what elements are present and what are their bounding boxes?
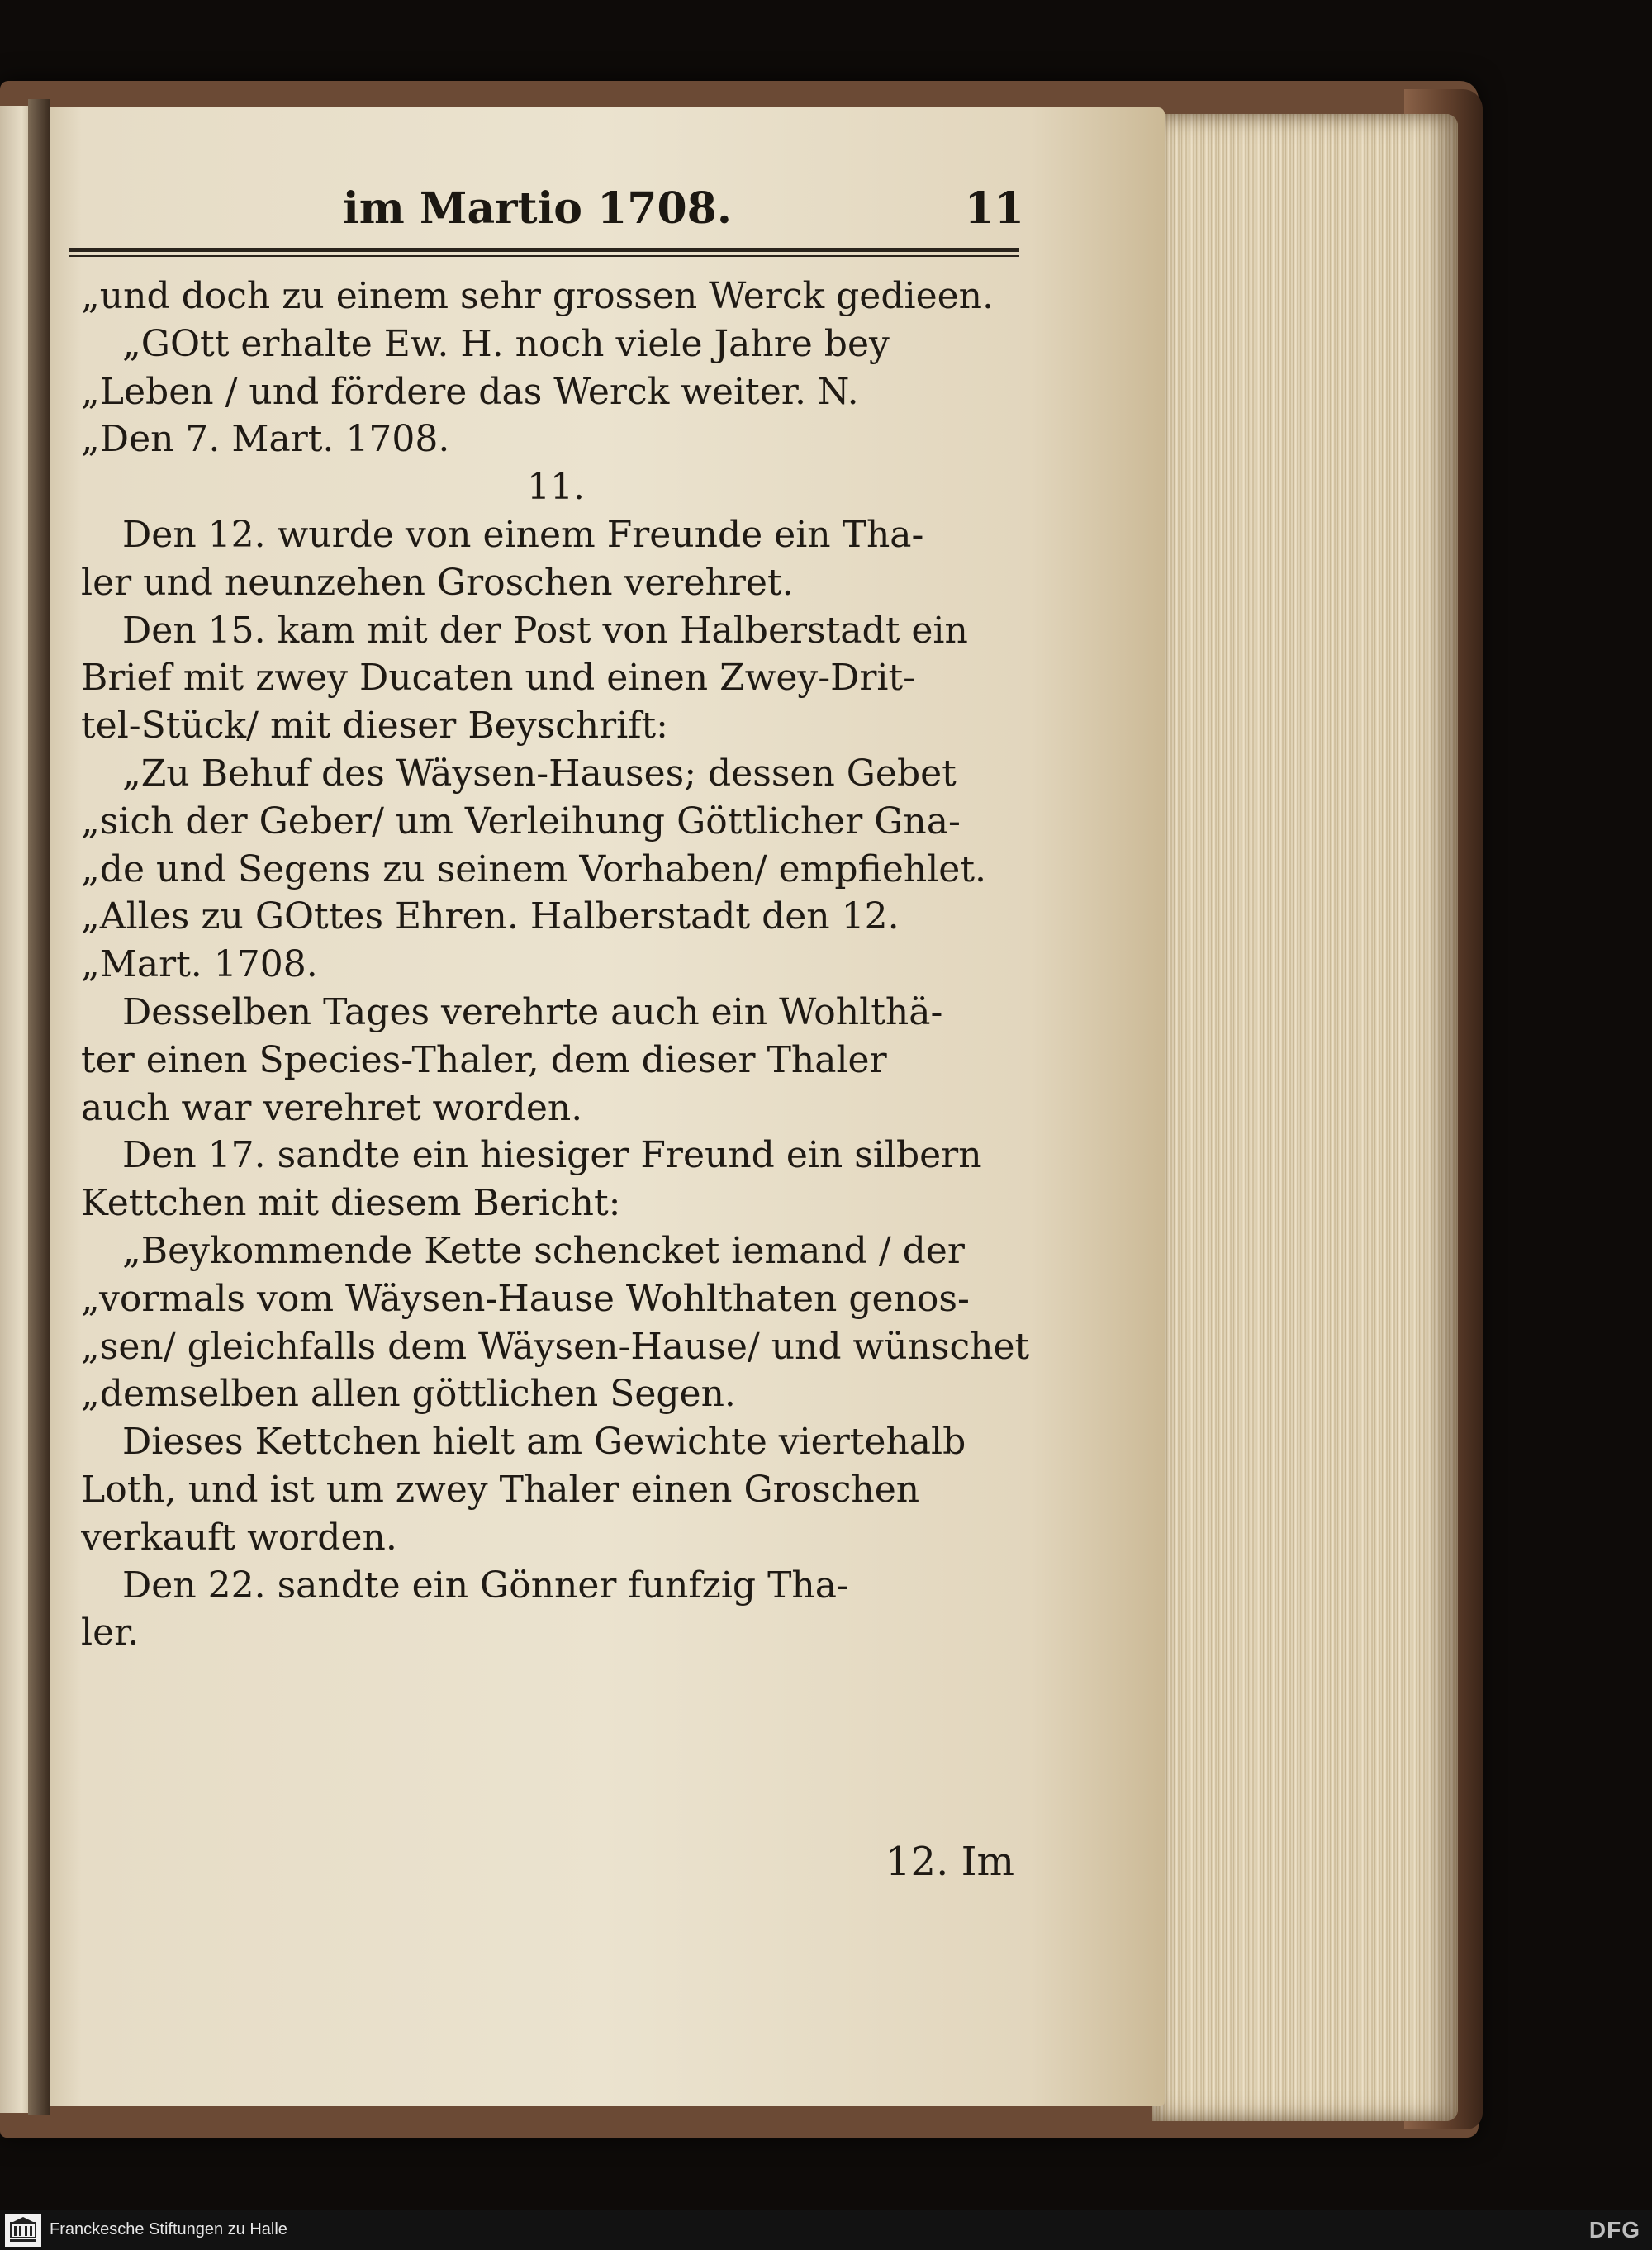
text-line: „Zu Behuf des Wäysen-Hauses; dessen Gebet — [122, 752, 957, 795]
text-line: Brief mit zwey Ducaten und einen Zwey-Drit- — [81, 657, 916, 700]
text-line: Den 15. kam mit der Post von Halberstadt ein — [122, 609, 968, 652]
text-line: ler. — [81, 1612, 140, 1654]
text-line: Kettchen mit diesem Bericht: — [81, 1182, 621, 1225]
text-line: „sen/ gleichfalls dem Wäysen-Hause/ und wünschet — [81, 1325, 1030, 1368]
text-line: „de und Segens zu seinem Vorhaben/ empfiehlet. — [81, 847, 987, 890]
page-block-edges — [1152, 114, 1458, 2121]
text-line: „Beykommende Kette schencket iemand / der — [122, 1229, 965, 1272]
text-line: Desselben Tages verehrte auch ein Wohlthä- — [122, 990, 943, 1033]
text-line: Den 17. sandte ein hiesiger Freund ein silbern — [122, 1134, 982, 1177]
text-line: „und doch zu einem sehr grossen Werck gedieen. — [81, 275, 994, 317]
text-line: Dieses Kettchen hielt am Gewichte viertehalb — [122, 1421, 966, 1464]
text-line: „sich der Geber/ um Verleihung Göttlicher Gna- — [81, 800, 961, 843]
text-line: tel-Stück/ mit dieser Beyschrift: — [81, 705, 669, 748]
text-line: auch war verehret worden. — [81, 1086, 583, 1129]
text-line: „vormals vom Wäysen-Hause Wohlthaten genos- — [81, 1277, 970, 1320]
page-number: 11 — [964, 183, 1024, 234]
text-line: Den 12. wurde von einem Freunde ein Tha- — [122, 513, 924, 556]
text-line: „demselben allen göttlichen Segen. — [81, 1373, 736, 1416]
text-line: verkauft worden. — [81, 1516, 397, 1559]
text-line: „Den 7. Mart. 1708. — [81, 418, 450, 461]
text-line: „Leben / und fördere das Werck weiter. N. — [81, 370, 859, 413]
text-line: Loth, und ist um zwey Thaler einen Groschen — [81, 1468, 920, 1511]
text-line: „Mart. 1708. — [81, 943, 318, 986]
institution-logo-icon — [8, 2216, 38, 2244]
running-head: im Martio 1708. — [343, 183, 732, 234]
dfg-logo: DFG — [1588, 2217, 1640, 2243]
text-line: „Alles zu GOttes Ehren. Halberstadt den 12. — [81, 895, 900, 938]
catchword: 12. Im — [885, 1839, 1015, 1885]
institution-logo — [5, 2214, 41, 2247]
page-gutter — [28, 99, 50, 2115]
header-rule — [69, 248, 1019, 257]
text-line: ler und neunzehen Groschen verehret. — [81, 561, 794, 604]
institution-name: Franckesche Stiftungen zu Halle — [50, 2220, 287, 2238]
page-text — [81, 273, 1031, 1657]
footer-bar — [0, 2210, 1652, 2250]
text-line: ter einen Species-Thaler, dem dieser Thaler — [81, 1038, 887, 1081]
text-line: „GOtt erhalte Ew. H. noch viele Jahre bey — [122, 322, 890, 365]
page-header — [165, 183, 1024, 241]
text-line: 11. — [527, 466, 585, 509]
text-line: Den 22. sandte ein Gönner funfzig Tha- — [122, 1564, 849, 1607]
